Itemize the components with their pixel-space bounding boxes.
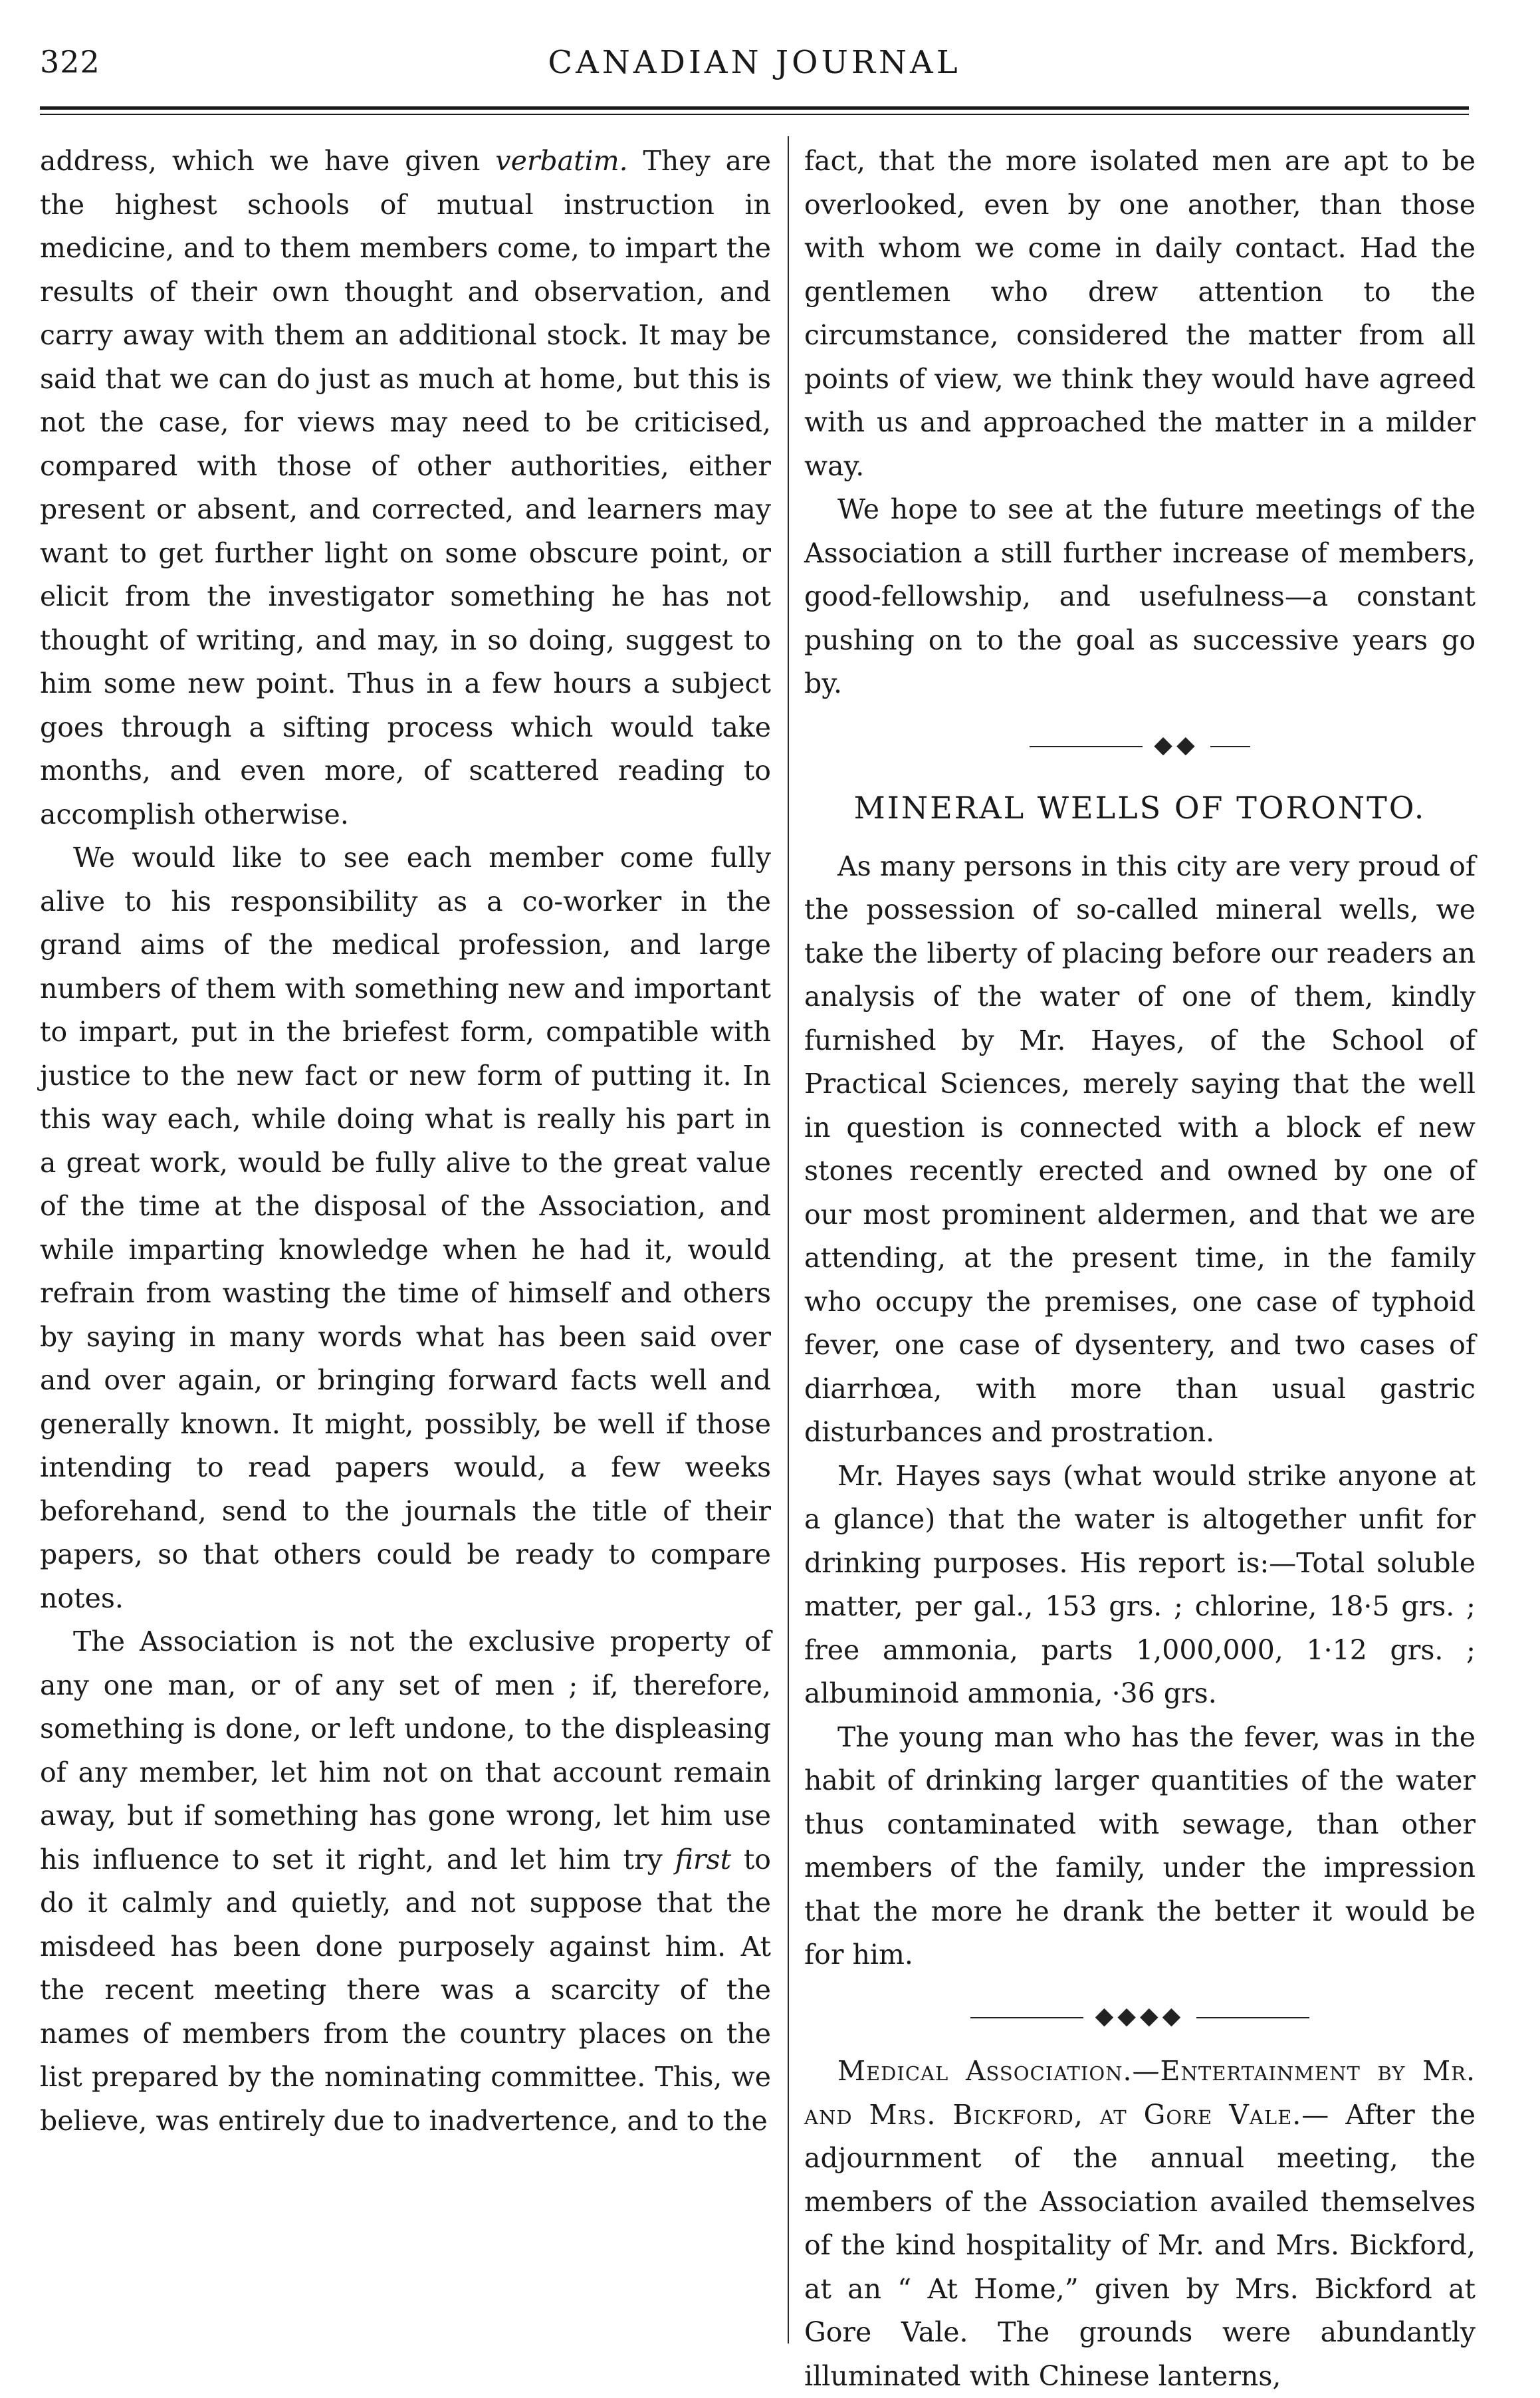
page-header xyxy=(40,32,1469,92)
header-rule-thick xyxy=(40,106,1469,110)
paragraph-left-1: address, which we have given verbatim. They are the highest schools of mutual instruction in medicine, and to them members come, to impart the results of their own thought and observation, and carry away with them an additional stock. It may be said that we can do just as much at home, but this is not the case, for views may need to be criticised, compared with those of other authorities, either present or absent, and corrected, and learners may want to get further light on some obscure point, or elicit from the investigator something he has not thought of writing, and may, in so doing, suggest to him some new point. Thus in a few hours a subject goes through a sifting process which would take months, and even more, of scattered reading to accomplish otherwise. xyxy=(40,145,771,830)
header-rule-thin xyxy=(40,114,1469,115)
paragraph-right-3: As many persons in this city are very proud of the possession of so-called mineral wells, we take the liberty of placing before our readers an analysis of the water of one of them, kindly furnished by Mr. Hayes, of the School of Practical Sciences, merely saying that the well in question is connected with a block ef new stones recently erected and owned by one of our most prominent aldermen, and that we are attending, at the present time, in the family who occupy the premises, one case of typhoid fever, one case of dysentery, and two cases of diarrhœa, with more than usual gastric disturbances and prostration. xyxy=(804,850,1476,1448)
left-column xyxy=(40,140,771,2143)
paragraph-right-2: We hope to see at the future meetings of the Association a still further increase of members, good-fellowship, and usefulness—a constant pushing on to the goal as successive years go by. xyxy=(804,493,1476,699)
paragraph-right-5: The young man who has the fever, was in the habit of drinking larger quantities of the water thus contaminated with sewage, than other members of the family, under the impression that the more he drank the better it would be for him. xyxy=(804,1721,1476,1971)
section-ornament-2: ◆◆◆◆ xyxy=(804,1994,1476,2038)
paragraph-left-3: The Association is not the exclusive property of any one man, or of any set of men ; if, therefore, something is done, or left undone, to the displeasing of any member, let him not on that account remain away, but if something has gone wrong, let him use his influence to set it right, and let him try first to do it calmly and quietly, and not suppose that the misdeed has been done purposely against him. At the recent meeting there was a scarcity of the names of members from the country places on the list prepared by the nominating committee. This, we believe, was entirely due to inadvertence, and to the xyxy=(40,1625,771,2137)
paragraph-right-1: fact, that the more isolated men are apt to be overlooked, even by one another, than those with whom we come in daily contact. Had the gentlemen who drew attention to the circumstance, considered the matter from all points of view, we think they would have agreed with us and approached the matter in a milder way. xyxy=(804,145,1476,482)
running-title: CANADIAN JOURNAL xyxy=(548,44,961,81)
page-number: 322 xyxy=(40,44,100,80)
section-title: MINERAL WELLS OF TORONTO. xyxy=(853,790,1426,826)
paragraph-left-2: We would like to see each member come fully alive to his responsibility as a co-worker in the grand aims of the medical profession, and large numbers of them with something new and important to impart, put in the briefest form, compatible with justice to the new fact or new form of putting it. In this way each, while doing what is really his part in a great work, would be fully alive to the great value of the time at the disposal of the Association, and while imparting knowledge when he had it, would refrain from wasting the time of himself and others by saying in many words what has been said over and over again, or bringing forward facts well and generally known. It might, possibly, be well if those intending to read papers would, a few weeks beforehand, send to the journals the title of their papers, so that others could be ready to compare notes. xyxy=(40,842,771,1614)
emphasis-verbatim: verbatim. xyxy=(495,145,628,177)
emphasis-first: first xyxy=(675,1843,732,1875)
medical-association-heading: Medical Association.—Entertainment by Mr. and Mrs. Bickford, at Gore Vale.— xyxy=(804,2055,1476,2131)
right-column xyxy=(804,140,1476,2398)
paragraph-right-4: Mr. Hayes says (what would strike anyone at a glance) that the water is altogether unfit for drinking purposes. His report is:—Total soluble matter, per gal., 153 grs. ; chlorine, 18·5 grs. ; free ammonia, parts 1,000,000, 1·12 grs. ; albuminoid ammonia, ·36 grs. xyxy=(804,1459,1476,1709)
column-divider xyxy=(788,136,789,2343)
section-ornament-1: ◆◆ xyxy=(804,723,1476,767)
paragraph-right-6: Medical Association.—Entertainment by Mr. and Mrs. Bickford, at Gore Vale.— After the adjournment of the annual meeting, the members of the Association availed themselves of the kind hospitality of Mr. and Mrs. Bickford, at an “ At Home,” given by Mrs. Bickford at Gore Vale. The grounds were abundantly illuminated with Chinese lanterns, xyxy=(804,2055,1476,2392)
